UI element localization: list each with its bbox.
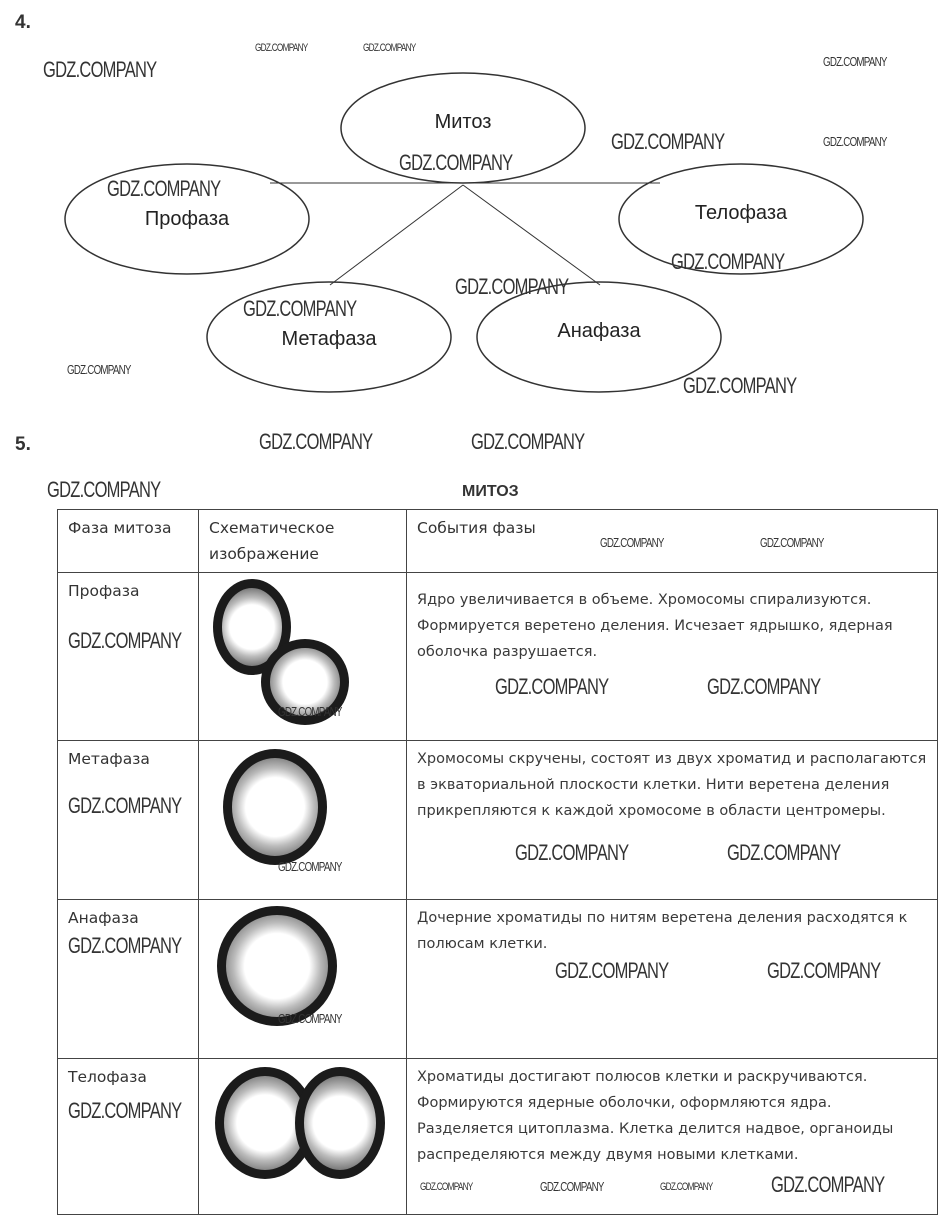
watermark: GDZ.COMPANY <box>767 958 881 983</box>
watermark: GDZ.COMPANY <box>68 1098 182 1123</box>
task-5-number: 5. <box>15 434 31 455</box>
watermark: GDZ.COMPANY <box>47 477 161 502</box>
phase-name: Телофаза <box>58 1059 199 1215</box>
watermark: GDZ.COMPANY <box>68 628 182 653</box>
node-label-telophase: Телофаза <box>694 202 788 224</box>
watermark: GDZ.COMPANY <box>278 704 342 719</box>
watermark: GDZ.COMPANY <box>420 1181 473 1193</box>
watermark: GDZ.COMPANY <box>278 859 342 874</box>
phase-events: Ядро увеличивается в объеме. Хромосомы спирализуются. Формируется веретено деления. Исчезает ядрышко, ядерная оболочка разрушается. <box>407 573 938 741</box>
table-row <box>58 573 938 741</box>
phase-events: Хроматиды достигают полюсов клетки и раскручиваются. Формируются ядерные оболочки, оформляются ядра. Разделяется цитоплазма. Клетка делится надвое, органоиды распределяются между двумя новыми клетками. <box>407 1059 938 1215</box>
header-events: События фазы <box>407 510 938 573</box>
watermark: GDZ.COMPANY <box>68 933 182 958</box>
table-row <box>58 741 938 900</box>
watermark: GDZ.COMPANY <box>683 373 797 398</box>
phase-name: Анафаза <box>58 900 199 1059</box>
watermark: GDZ.COMPANY <box>399 150 513 175</box>
watermark: GDZ.COMPANY <box>540 1179 604 1194</box>
table-title: МИТОЗ <box>462 483 519 500</box>
watermark: GDZ.COMPANY <box>278 1011 342 1026</box>
header-image: Схематическое изображение <box>199 510 407 573</box>
watermark: GDZ.COMPANY <box>823 54 887 69</box>
watermark: GDZ.COMPANY <box>671 249 785 274</box>
phase-events: Хромосомы скручены, состоят из двух хроматид и располагаются в экваториальной плоскости клетки. Нити веретена деления прикрепляются к каждой хромосоме в области центромеры. <box>407 741 938 900</box>
watermark: GDZ.COMPANY <box>67 362 131 377</box>
watermark: GDZ.COMPANY <box>515 840 629 865</box>
watermark: GDZ.COMPANY <box>727 840 841 865</box>
watermark: GDZ.COMPANY <box>43 57 157 82</box>
watermark: GDZ.COMPANY <box>555 958 669 983</box>
watermark: GDZ.COMPANY <box>68 793 182 818</box>
node-label-mitosis: Митоз <box>434 111 492 133</box>
watermark: GDZ.COMPANY <box>471 429 585 454</box>
connector-metaphase <box>330 185 463 285</box>
node-label-anaphase: Анафаза <box>557 320 641 342</box>
phase-events: Дочерние хроматиды по нитям веретена деления расходятся к полюсам клетки. <box>407 900 938 1059</box>
watermark: GDZ.COMPANY <box>707 674 821 699</box>
watermark: GDZ.COMPANY <box>259 429 373 454</box>
watermark: GDZ.COMPANY <box>243 296 357 321</box>
node-label-metaphase: Метафаза <box>281 328 377 350</box>
phase-name: Профаза <box>58 573 199 741</box>
watermark: GDZ.COMPANY <box>760 535 824 550</box>
watermark: GDZ.COMPANY <box>455 274 569 299</box>
telophase-cell-drawing <box>199 1059 407 1215</box>
node-label-prophase: Профаза <box>144 208 230 230</box>
header-phase: Фаза митоза <box>58 510 199 573</box>
metaphase-cell-drawing <box>199 741 407 900</box>
watermark: GDZ.COMPANY <box>600 535 664 550</box>
watermark: GDZ.COMPANY <box>771 1172 885 1197</box>
connector-anaphase <box>463 185 600 285</box>
watermark: GDZ.COMPANY <box>363 42 416 54</box>
anaphase-cell-drawing <box>199 900 407 1059</box>
phase-name: Метафаза <box>58 741 199 900</box>
watermark: GDZ.COMPANY <box>823 134 887 149</box>
task-4-number: 4. <box>15 12 31 33</box>
watermark: GDZ.COMPANY <box>611 129 725 154</box>
watermark: GDZ.COMPANY <box>107 176 221 201</box>
watermark: GDZ.COMPANY <box>255 42 308 54</box>
watermark: GDZ.COMPANY <box>660 1181 713 1193</box>
watermark: GDZ.COMPANY <box>495 674 609 699</box>
